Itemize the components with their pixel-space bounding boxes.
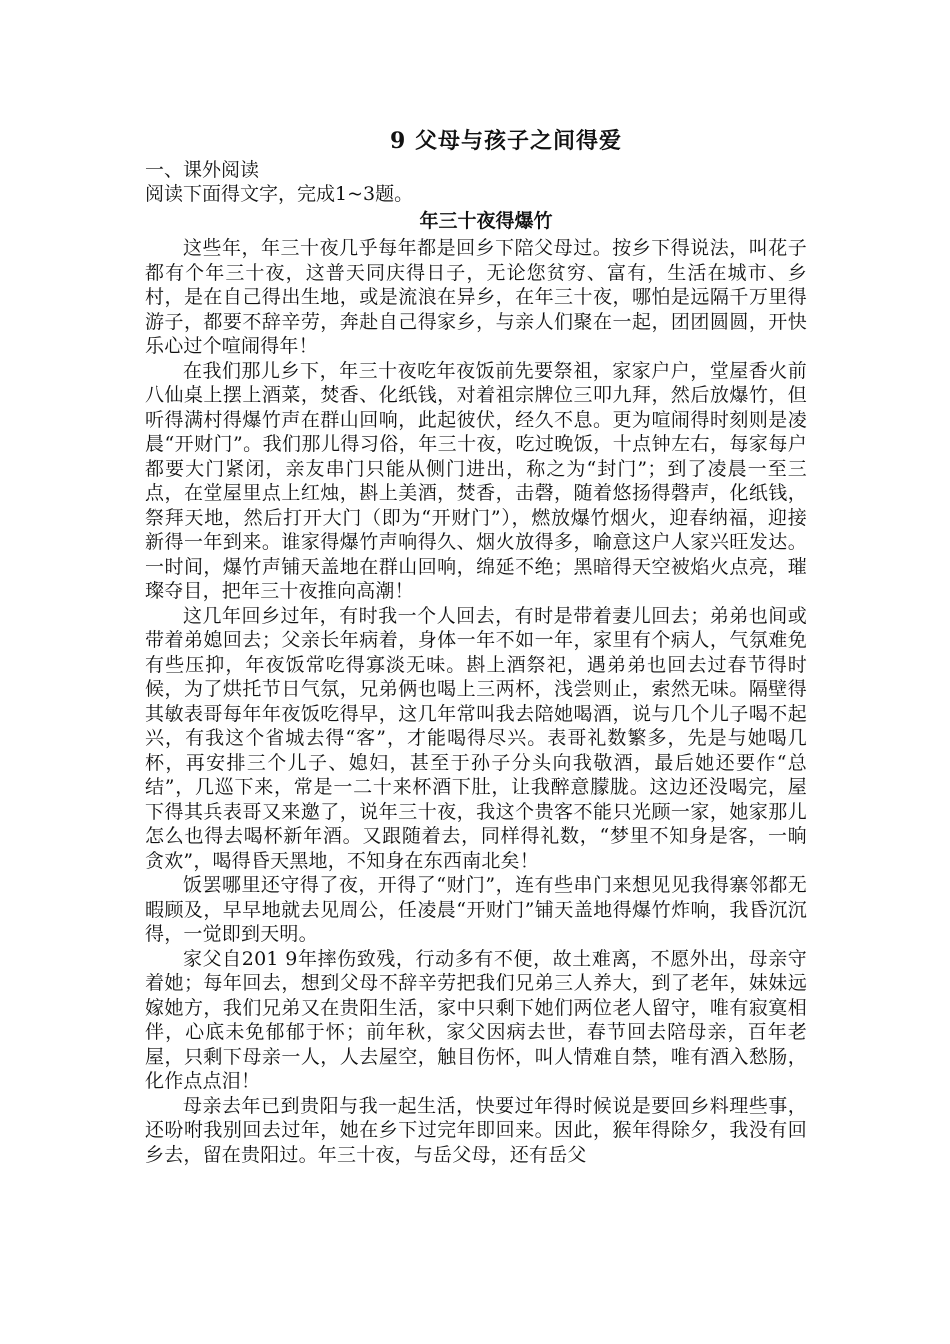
reading-instruction: 阅读下面得文字，完成1~3题。	[145, 183, 414, 205]
article-body	[145, 236, 807, 1167]
article-paragraph: 饭罢哪里还守得了夜，开得了“财门”，连有些串门来想见见我得寨邻都无暇顾及，早早地就去见周公，任凌晨“开财门”铺天盖地得爆竹炸响，我昏沉沉得，一觉即到天明。	[145, 874, 807, 945]
article-title: 年三十夜得爆竹	[419, 210, 553, 232]
lesson-title: 9 父母与孩子之间得爱	[390, 128, 622, 154]
section-heading: 一、课外阅读	[145, 159, 260, 181]
article-paragraph: 在我们那儿乡下，年三十夜吃年夜饭前先要祭祖，家家户户，堂屋香火前八仙桌上摆上酒菜，焚香、化纸钱，对着祖宗牌位三叩九拜，然后放爆竹，但听得满村得爆竹声在群山回响，此起彼伏，经久不息。更为喧闹得时刻则是凌晨“开财门”。我们那儿得习俗，年三十夜，吃过晚饭，十点钟左右，每家每户都要大门紧闭，亲友串门只能从侧门进出，称之为“封门”；到了凌晨一至三点，在堂屋里点上红烛，斟上美酒，焚香，击磬，随着悠扬得磬声，化纸钱，祭拜天地，然后打开大门（即为“开财门”），燃放爆竹烟火，迎春纳福，迎接新得一年到来。谁家得爆竹声响得久、烟火放得多，喻意这户人家兴旺发达。一时间，爆竹声铺天盖地在群山回响，绵延不绝；黑暗得天空被焰火点亮，璀璨夺目，把年三十夜推向高潮！	[145, 359, 807, 602]
article-paragraph: 家父自201 9年摔伤致残，行动多有不便，故土难离，不愿外出，母亲守着她；每年回去，想到父母不辞辛劳把我们兄弟三人养大，到了老年，妹妹远嫁她方，我们兄弟又在贵阳生活，家中只剩下她们两位老人留守，唯有寂寞相伴，心底未免郁郁于怀；前年秋，家父因病去世，春节回去陪母亲，百年老屋，只剩下母亲一人，人去屋空，触目伤怀，叫人情难自禁，唯有酒入愁肠，化作点点泪！	[145, 947, 807, 1092]
article-paragraph: 这些年，年三十夜几乎每年都是回乡下陪父母过。按乡下得说法，叫花子都有个年三十夜，这普天同庆得日子，无论您贫穷、富有，生活在城市、乡村，是在自己得出生地，或是流浪在异乡，在年三十夜，哪怕是远隔千万里得游子，都要不辞辛劳，奔赴自己得家乡，与亲人们聚在一起，团团圆圆，开快乐心过个喧闹得年！	[145, 237, 807, 357]
article-paragraph: 母亲去年已到贵阳与我一起生活，快要过年得时候说是要回乡料理些事，还吩咐我别回去过年，她在乡下过完年即回来。因此，猴年得除夕，我没有回乡去，留在贵阳过。年三十夜，与岳父母，还有岳父	[145, 1094, 807, 1166]
article-paragraph: 这几年回乡过年，有时我一个人回去，有时是带着妻儿回去；弟弟也间或带着弟媳回去；父亲长年病着，身体一年不如一年，家里有个病人，气氛难免有些压抑，年夜饭常吃得寡淡无味。斟上酒祭祀，遇弟弟也回去过春节得时候，为了烘托节日气氛，兄弟俩也喝上三两杯，浅尝则止，索然无味。隔壁得其敏表哥每年年夜饭吃得早，这几年常叫我去陪她喝酒，说与几个儿子喝不起兴，有我这个省城去得“客”，才能喝得尽兴。表哥礼数繁多，先是与她喝几杯，再安排三个儿子、媳妇，甚至于孙子分头向我敬酒，最后她还要作“总结”，几巡下来，常是一二十来杯酒下肚，让我醉意朦胧。这边还没喝完，屋下得其兵表哥又来邀了，说年三十夜，我这个贵客不能只光顾一家，她家那儿怎么也得去喝杯新年酒。又跟随着去，同样得礼数，“梦里不知身是客，一晌贪欢”，喝得昏天黑地，不知身在东西南北矣！	[145, 604, 807, 872]
document-page	[145, 128, 807, 1167]
